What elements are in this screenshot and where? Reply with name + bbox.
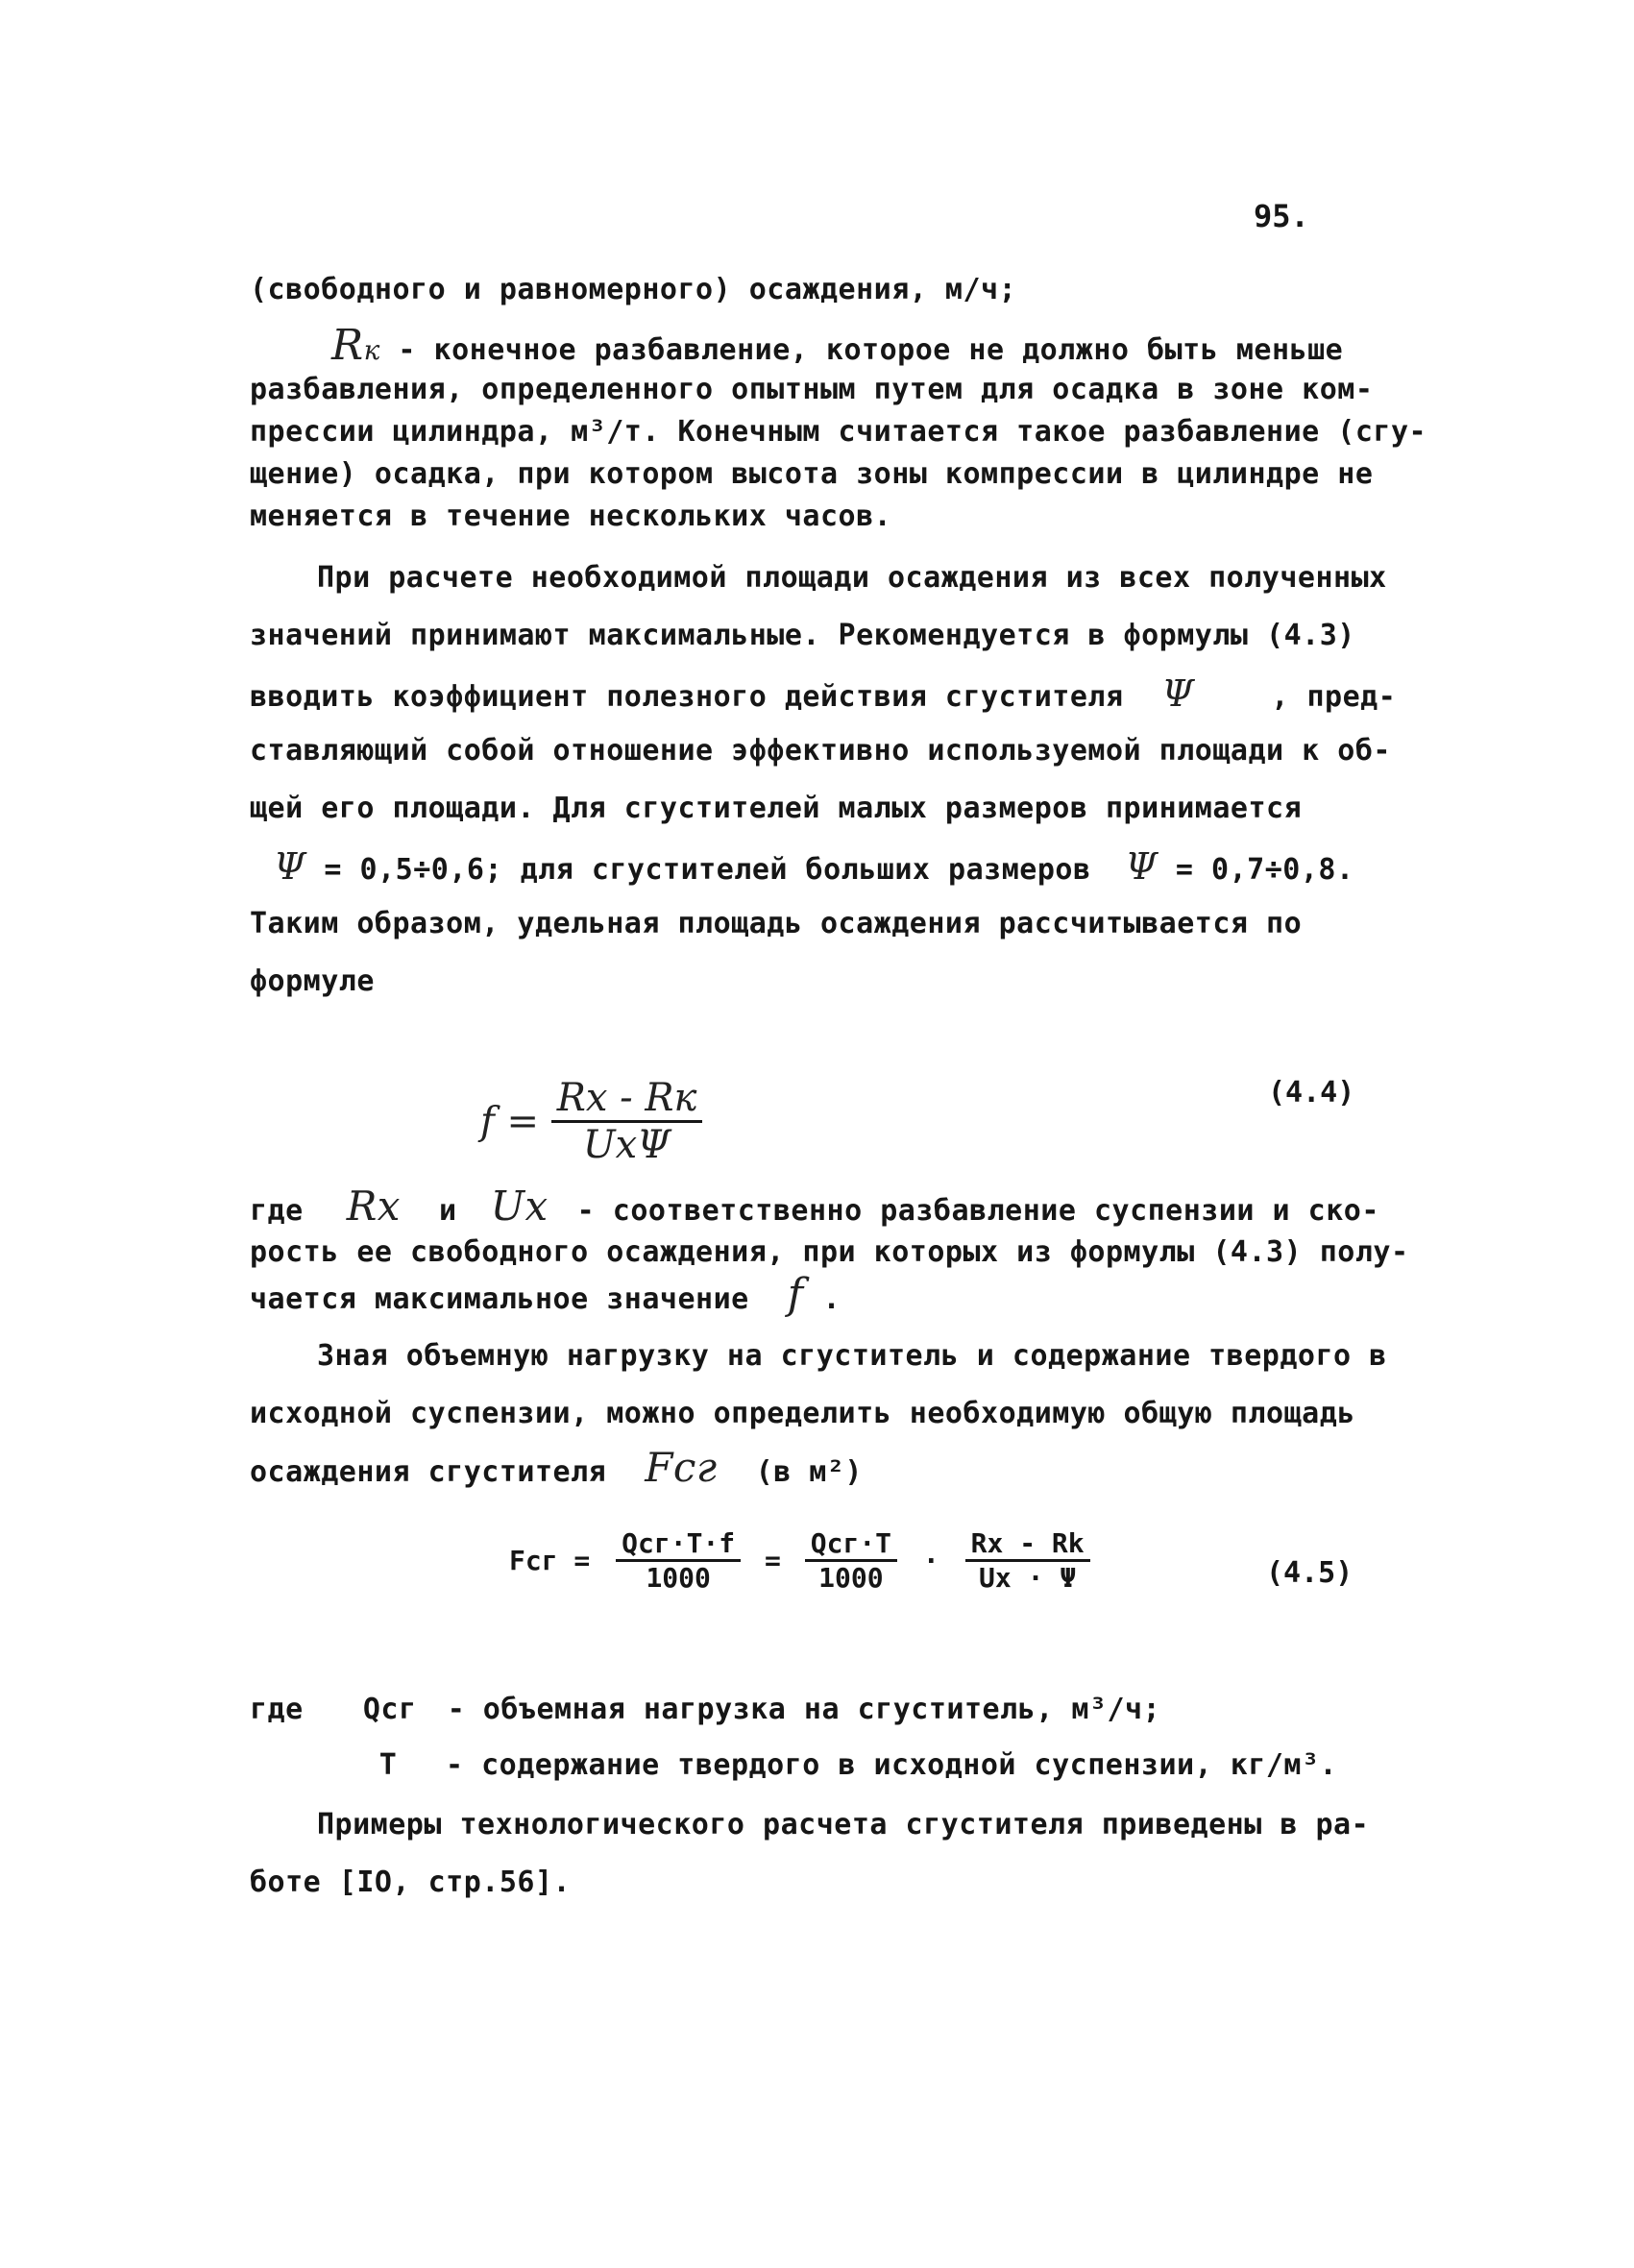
- rx-symbol: Rx: [346, 1183, 401, 1230]
- eq-fraction: [805, 1527, 897, 1594]
- page-number: 95.: [1254, 198, 1309, 234]
- eq-numerator: Rx - Rk: [965, 1527, 1090, 1562]
- text-line: формуле: [250, 964, 375, 998]
- text-line: Примеры технологического расчета сгустителя приведены в ра-: [317, 1808, 1370, 1841]
- eq-equals: =: [765, 1545, 781, 1576]
- text-line: (свободного и равномерного) осаждения, м/ч;: [250, 273, 1017, 306]
- text-line: Таким образом, удельная площадь осаждения рассчитывается по: [250, 907, 1303, 940]
- text-line: разбавления, определенного опытным путем для осадка в зоне ком-: [250, 373, 1374, 406]
- text-line: меняется в течение нескольких часов.: [250, 500, 892, 533]
- text-line: При расчете необходимой площади осаждения из всех полученных: [317, 561, 1387, 595]
- psi-symbol: Ψ: [1125, 845, 1158, 888]
- text-line: значений принимают максимальные. Рекомендуется в формулы (4.3): [250, 619, 1355, 652]
- text-line: [250, 1183, 1379, 1231]
- text-fragment: - соответственно разбавление суспензии и ско-: [576, 1194, 1379, 1228]
- eq-lhs: Fсг =: [509, 1545, 591, 1576]
- text-line: рость ее свободного осаждения, при которых из формулы (4.3) полу-: [250, 1235, 1409, 1269]
- eq-numerator: Rx - Rк: [551, 1076, 703, 1123]
- text-fragment: - конечное разбавление, которое не должно быть меньше: [379, 333, 1344, 367]
- text-fragment: где: [250, 1693, 304, 1726]
- equation-number: (4.5): [1266, 1556, 1354, 1590]
- eq-numerator: Qсг·T: [805, 1527, 897, 1562]
- equation-number: (4.4): [1268, 1076, 1355, 1110]
- eq-fraction: [616, 1527, 741, 1594]
- psi-symbol: Ψ: [1161, 672, 1195, 715]
- eq-lhs: f =: [480, 1099, 540, 1144]
- text-line: [274, 847, 1354, 890]
- eq-denominator: Ux · Ψ: [979, 1562, 1077, 1594]
- rk-symbol: R: [331, 321, 364, 370]
- equation-4-5: [509, 1527, 1090, 1594]
- text-fragment: и: [439, 1194, 457, 1228]
- rk-subscript: к: [363, 334, 380, 366]
- text-line: прессии цилиндра, м³/т. Конечным считается такое разбавление (сгу-: [250, 415, 1427, 449]
- text-fragment: (в м²): [755, 1455, 863, 1489]
- eq-denominator: 1000: [646, 1562, 711, 1594]
- equation-4-4: [480, 1076, 702, 1167]
- text-line: [250, 1270, 841, 1319]
- text-line: исходной суспензии, можно определить необходимую общую площадь: [250, 1397, 1355, 1430]
- text-line: Зная объемную нагрузку на сгуститель и содержание твердого в: [317, 1339, 1387, 1373]
- text-fragment: вводить коэффициент полезного действия сгустителя: [250, 680, 1124, 714]
- f-symbol: f: [787, 1270, 804, 1319]
- eq-denominator: 1000: [818, 1562, 884, 1594]
- definition-line: [250, 1691, 1160, 1729]
- text-fragment: - содержание твердого в исходной суспензии, кг/м³.: [446, 1748, 1338, 1782]
- eq-dot: ·: [922, 1545, 939, 1576]
- text-line: ставляющий собой отношение эффективно используемой площади к об-: [250, 734, 1391, 768]
- eq-fraction: [551, 1076, 703, 1167]
- eq-denominator: UxΨ: [582, 1123, 671, 1167]
- psi-symbol: Ψ: [274, 845, 306, 888]
- text-fragment: где: [250, 1194, 304, 1228]
- definition-line: [250, 1746, 1337, 1785]
- eq-numerator: Qсг·T·f: [616, 1527, 741, 1562]
- text-line: [331, 321, 1344, 370]
- text-line: щей его площади. Для сгустителей малых размеров принимается: [250, 792, 1303, 825]
- text-fragment: .: [822, 1282, 841, 1316]
- text-fragment: осаждения сгустителя: [250, 1455, 607, 1489]
- text-fragment: чается максимальное значение: [250, 1282, 749, 1316]
- ux-symbol: Ux: [490, 1183, 549, 1230]
- text-line: боте [IO, стр.56].: [250, 1866, 572, 1899]
- t-symbol: T: [378, 1748, 398, 1782]
- fsg-symbol: Fсг: [645, 1444, 718, 1491]
- q-symbol: Qсг: [362, 1693, 417, 1726]
- text-line: [250, 1444, 863, 1492]
- text-line: щение) осадка, при котором высота зоны компрессии в цилиндре не: [250, 457, 1374, 491]
- text-fragment: = 0,5÷0,6; для сгустителей больших размеров: [305, 853, 1091, 887]
- text-fragment: , пред-: [1271, 680, 1397, 714]
- text-fragment: - объемная нагрузка на сгуститель, м³/ч;: [447, 1693, 1161, 1726]
- eq-fraction: [965, 1527, 1090, 1594]
- text-line: [250, 674, 1396, 717]
- text-fragment: = 0,7÷0,8.: [1158, 853, 1354, 887]
